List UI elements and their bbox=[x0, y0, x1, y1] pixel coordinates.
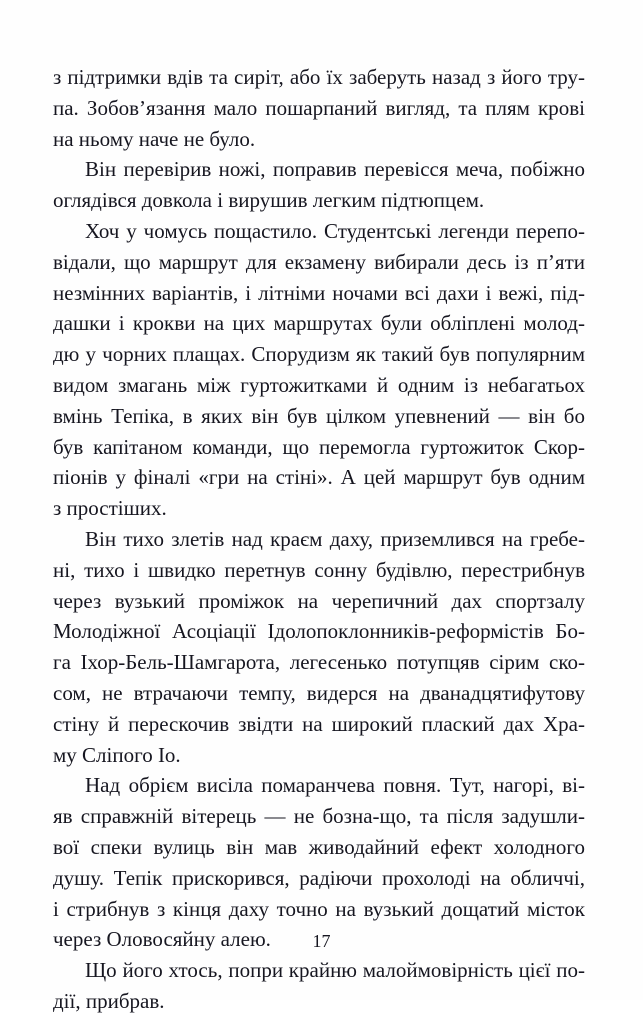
text-line: ні, тихо і швидко перетнув сонну будівлю, перестрибнув bbox=[53, 557, 585, 582]
text-line: дашки і крокви на цих маршрутах були обліплені молод- bbox=[53, 311, 585, 336]
text-line: Молодіжної Асоціації Ідолопоклонників-реформістів Бо- bbox=[53, 619, 585, 644]
text-line: на ньому наче не було. bbox=[53, 126, 256, 151]
text-line: через вузький проміжок на черепичний дах спортзалу bbox=[53, 588, 585, 613]
text-line: Що його хтось, попри крайню малоймовірність цієї по- bbox=[85, 958, 585, 983]
text-line: Хоч у чомусь пощастило. Студентські легенди перепо- bbox=[85, 218, 585, 243]
text-line: піонів у фіналі «гри на стіні». А цей маршрут був одним bbox=[53, 465, 585, 490]
text-line: Він перевірив ножі, поправив перевісся меча, побіжно bbox=[85, 157, 585, 182]
body-text bbox=[53, 62, 585, 1017]
text-line: му Сліпого Іо. bbox=[53, 742, 181, 767]
text-line: сом, не втрачаючи темпу, видерся на дванадцятифутову bbox=[53, 680, 585, 705]
text-line: відали, що маршрут для екзамену вибирали десь із п’яти bbox=[53, 249, 585, 274]
text-line: вої спеки вулиць він мав живодайний ефект холодного bbox=[53, 834, 585, 859]
text-line: Він тихо злетів над краєм даху, приземлився на гребе- bbox=[85, 526, 585, 551]
text-line: і стрибнув з кінця даху точно на вузький дощатий місток bbox=[53, 896, 585, 921]
text-line: га Іхор-Бель-Шамгарота, легесенько потупцяв сірим ско- bbox=[53, 650, 585, 675]
text-line: яв справжній вітерець — не бозна-що, та після задушли- bbox=[53, 804, 585, 829]
text-line: оглядівся довкола і вирушив легким підтюпцем. bbox=[53, 188, 485, 213]
text-line: незмінних варіантів, і літніми ночами всі дахи і вежі, під- bbox=[53, 280, 585, 305]
text-line: через Оловосяйну алею. bbox=[53, 927, 271, 952]
text-line: дії, прибрав. bbox=[53, 988, 165, 1013]
text-line: па. Зобов’язання мало пошарпаний вигляд, та плям крові bbox=[53, 95, 585, 120]
text-line: душу. Тепік прискорився, радіючи прохолоді на обличчі, bbox=[53, 865, 585, 890]
text-line: видом змагань між гуртожитками й одним із небагатьох bbox=[53, 372, 585, 397]
page-number: 17 bbox=[312, 931, 331, 951]
text-line: з простіших. bbox=[53, 496, 167, 521]
text-line: вмінь Тепіка, в яких він був цілком упевнений — він бо bbox=[53, 403, 585, 428]
text-line: Над обрієм висіла помаранчева повня. Тут, нагорі, ві- bbox=[85, 773, 585, 798]
text-line: дю у чорних плащах. Спорудизм як такий був популярним bbox=[53, 342, 585, 367]
text-line: з підтримки вдів та сиріт, або їх заберуть назад з його тру- bbox=[53, 65, 585, 89]
text-line: був капітаном команди, що перемогла гуртожиток Скор- bbox=[53, 434, 585, 459]
text-line: стіну й перескочив звідти на широкий плаский дах Хра- bbox=[53, 711, 585, 736]
